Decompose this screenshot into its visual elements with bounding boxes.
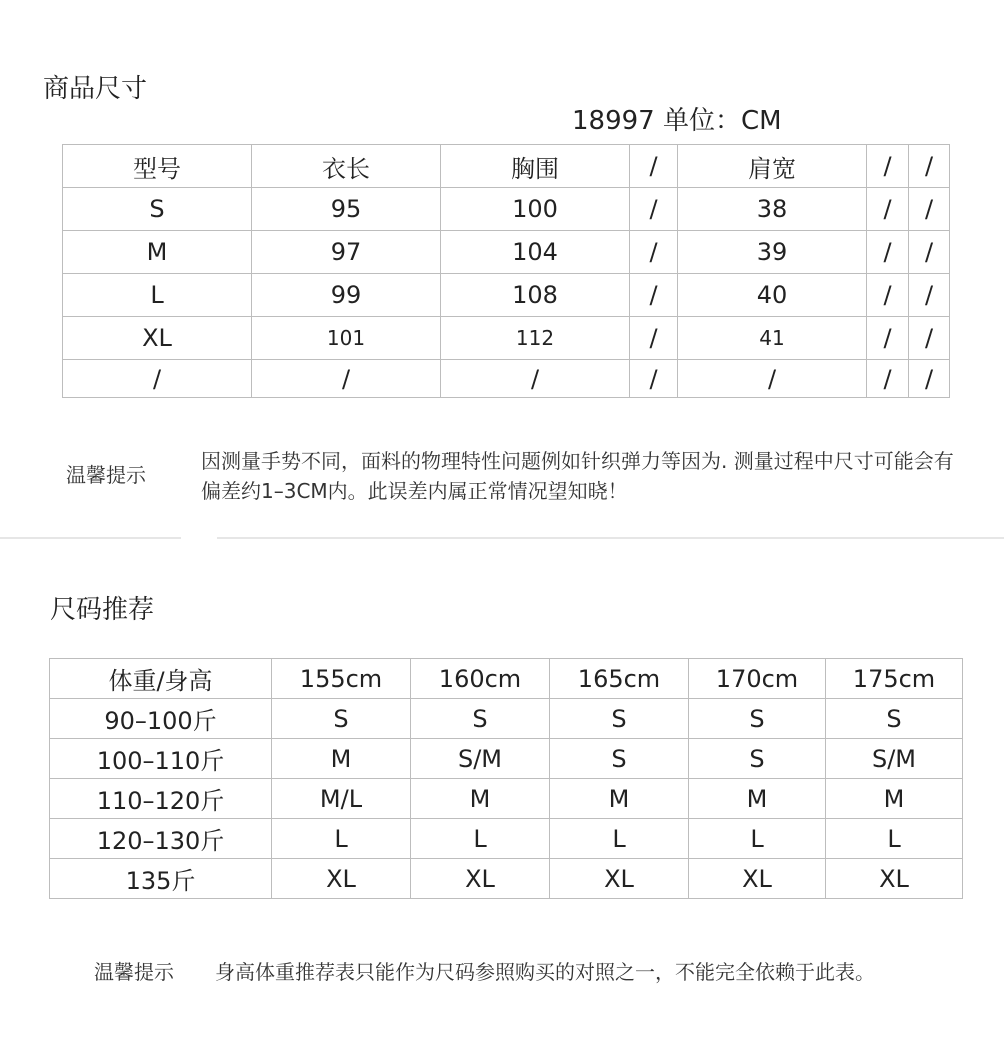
header-cell-shoulder: 肩宽 [678,145,867,188]
table-cell: S [826,699,963,739]
table-row [63,231,950,274]
table-cell: L [689,819,826,859]
size-tip-text: 因测量手势不同，面料的物理特性问题例如针织弹力等因为. 测量过程中尺寸可能会有偏差约1–3CM内。此误差内属正常情况望知晓！ [201,449,954,503]
table-cell: XL [411,859,550,899]
header-cell-height: 155cm [272,659,411,699]
table-cell: 110–120斤 [50,779,272,819]
header-cell-height: 160cm [411,659,550,699]
size-tip-label: 温馨提示 [66,463,146,487]
table-cell: S [550,739,689,779]
table-cell: 135斤 [50,859,272,899]
table-cell: S [272,699,411,739]
table-row [50,699,963,739]
table-cell: S/M [826,739,963,779]
table-cell: S/M [411,739,550,779]
table-cell: L [550,819,689,859]
section-divider [217,537,1004,539]
table-cell: / [867,274,909,317]
table-cell: / [630,231,678,274]
table-cell: M [272,739,411,779]
table-cell: M [63,231,252,274]
table-row [50,739,963,779]
table-cell: S [411,699,550,739]
table-cell: M [689,779,826,819]
table-cell: 38 [678,188,867,231]
table-cell: 120–130斤 [50,819,272,859]
header-cell-empty: / [630,145,678,188]
table-cell: / [867,317,909,360]
table-cell: 100–110斤 [50,739,272,779]
table-cell: / [867,188,909,231]
table-cell: S [689,699,826,739]
table-cell: 95 [252,188,441,231]
header-cell-bust: 胸围 [441,145,630,188]
header-cell-empty: / [867,145,909,188]
table-cell: S [550,699,689,739]
table-cell: M [826,779,963,819]
header-cell-height: 170cm [689,659,826,699]
table-cell: 112 [441,317,630,360]
table-cell: 41 [678,317,867,360]
table-cell: / [909,360,950,398]
table-cell: / [63,360,252,398]
table-cell: / [630,317,678,360]
table-cell: XL [550,859,689,899]
table-cell: / [630,274,678,317]
header-cell-height: 165cm [550,659,689,699]
table-cell: XL [826,859,963,899]
table-cell: / [630,360,678,398]
table-cell: 108 [441,274,630,317]
table-cell: S [63,188,252,231]
header-cell-weight-height: 体重/身高 [50,659,272,699]
table-cell: L [411,819,550,859]
header-cell-empty: / [909,145,950,188]
size-section-title: 商品尺寸 [43,74,148,104]
table-cell: / [678,360,867,398]
table-cell: / [909,317,950,360]
table-row [50,819,963,859]
table-cell: / [252,360,441,398]
table-cell: 100 [441,188,630,231]
table-cell: L [826,819,963,859]
recommend-table [49,658,963,899]
header-cell-height: 175cm [826,659,963,699]
header-cell-model: 型号 [63,145,252,188]
product-code-unit: 18997 单位：CM [572,106,782,136]
table-cell: 39 [678,231,867,274]
table-cell: 104 [441,231,630,274]
recommend-table-header-row [50,659,963,699]
size-table-header-row [63,145,950,188]
table-cell: / [867,231,909,274]
table-cell: / [630,188,678,231]
table-cell: 97 [252,231,441,274]
table-cell: M [550,779,689,819]
table-cell: / [441,360,630,398]
table-row [50,779,963,819]
table-cell: / [867,360,909,398]
table-cell: L [63,274,252,317]
table-cell: / [909,274,950,317]
table-cell: 101 [252,317,441,360]
size-table [62,144,950,398]
table-row [63,188,950,231]
table-row [63,360,950,398]
table-cell: / [909,188,950,231]
table-row [50,859,963,899]
table-cell: / [909,231,950,274]
table-row [63,274,950,317]
table-cell: M [411,779,550,819]
recommend-tip-text: 身高体重推荐表只能作为尺码参照购买的对照之一，不能完全依赖于此表。 [215,960,875,984]
table-cell: XL [63,317,252,360]
table-row [63,317,950,360]
recommend-tip-label: 温馨提示 [94,960,174,984]
table-cell: M/L [272,779,411,819]
recommend-section-title: 尺码推荐 [50,595,155,625]
table-cell: XL [689,859,826,899]
table-cell: S [689,739,826,779]
table-cell: 90–100斤 [50,699,272,739]
table-cell: 40 [678,274,867,317]
table-cell: L [272,819,411,859]
section-divider [0,537,181,539]
header-cell-length: 衣长 [252,145,441,188]
table-cell: 99 [252,274,441,317]
table-cell: XL [272,859,411,899]
